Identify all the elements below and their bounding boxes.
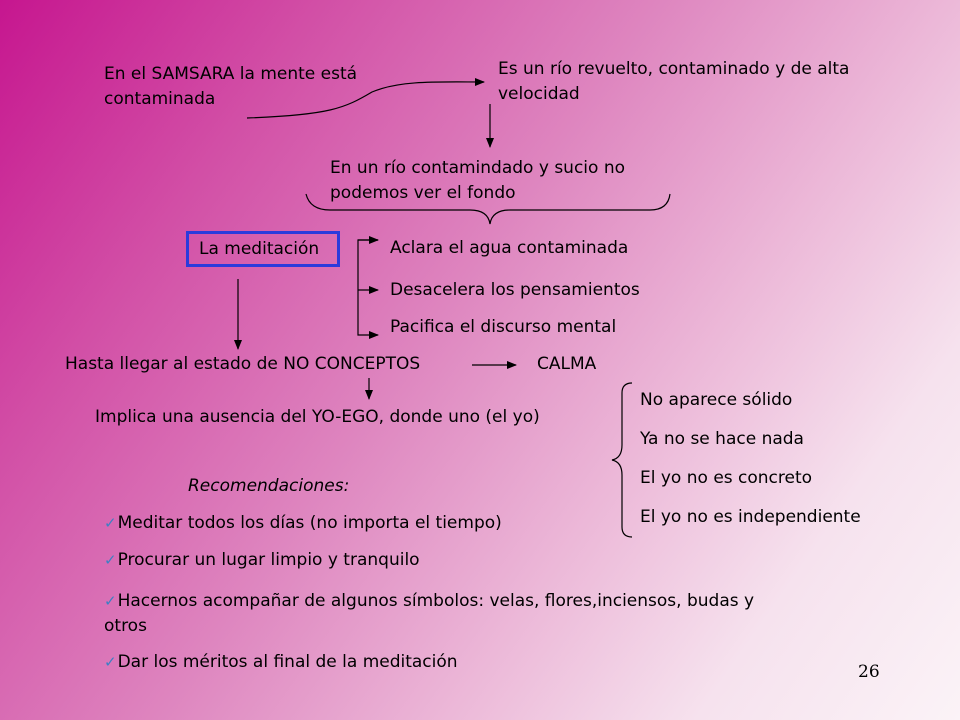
checkmark-icon: ✓ [104,592,117,610]
effect-item: Desacelera los pensamientos [390,280,640,300]
checkmark-icon: ✓ [104,551,117,569]
calma-text: CALMA [537,354,597,374]
yo-item: El yo no es independiente [640,507,861,527]
page-number: 26 [858,662,880,682]
rio-text: Es un río revuelto, contaminado y de alta velocidad [498,59,850,104]
recomendacion-item [104,548,420,573]
recomendacion-text: Procurar un lugar limpio y tranquilo [117,550,420,570]
hasta-text: Hasta llegar al estado de NO CONCEPTOS [65,354,421,374]
recomendacion-text: Hacernos acompañar de algunos símbolos: velas, flores,inciensos, budas y otros [104,591,755,636]
recomendacion-item [104,511,502,536]
recomendacion-text: Meditar todos los días (no importa el tiempo) [117,513,502,533]
recomendacion-item [104,589,769,639]
meditacion-bracket [358,240,378,335]
effect-item: Pacifica el discurso mental [390,317,617,337]
fondo-text: En un río contamindado y sucio no podemos ver el fondo [330,158,626,203]
samsara-text: En el SAMSARA la mente está contaminada [104,64,358,109]
checkmark-icon: ✓ [104,653,117,671]
effect-item: Aclara el agua contaminada [390,238,629,258]
checkmark-icon: ✓ [104,514,117,532]
recomendaciones-title: Recomendaciones: [188,476,350,496]
yo-item: Ya no se hace nada [640,429,804,449]
yo-item: El yo no es concreto [640,468,813,488]
implica-text: Implica una ausencia del YO-EGO, donde uno (el yo) [95,407,540,427]
yo-items-brace [612,383,632,537]
recomendacion-text: Dar los méritos al final de la meditación [117,652,458,672]
recomendacion-item [104,650,458,675]
meditacion-label: La meditación [199,239,320,259]
meditacion-box [186,231,340,267]
yo-item: No aparece sólido [640,390,793,410]
